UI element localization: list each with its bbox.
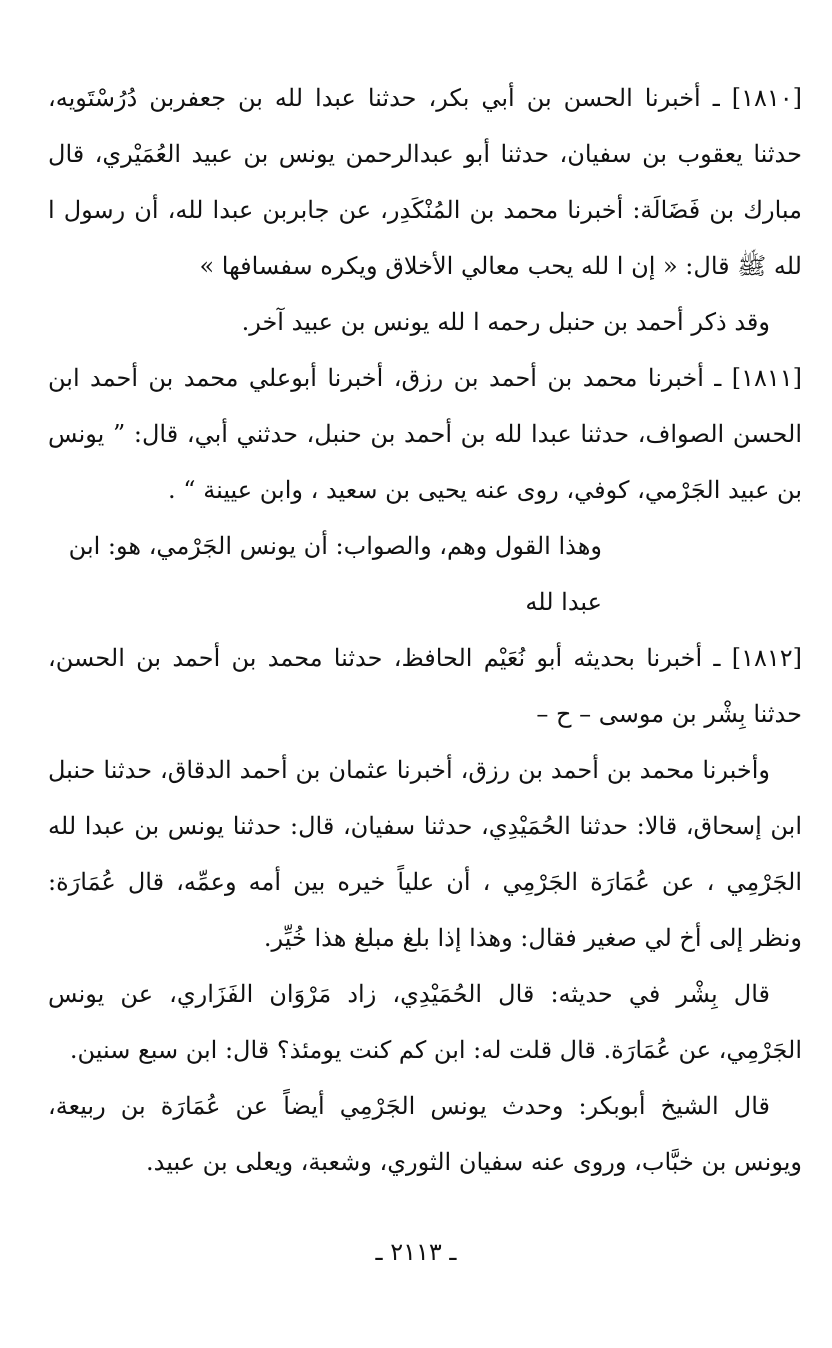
paragraph-1810: [١٨١٠] ـ أخبرنا الحسن بن أبي بكر، حدثنا عبدا لله بن جعفربن دُرُسْتَويه، حدثنا يعقوب بن سفيان، حدثنا أبو عبدالرحمن يونس بن عبيد العُمَيْري، قال مبارك بن فَضَالَة: أخبرنا محمد بن المُنْكَدِر، عن جابربن عبدا لله، أن رسول ا لله ﷺ قال: « إن ا لله يحب معالي الأخلاق ويكره سفسافها »: [48, 84, 803, 280]
paragraph-second-chain: وأخبرنا محمد بن أحمد بن رزق، أخبرنا عثمان بن أحمد الدقاق، حدثنا حنبل ابن إسحاق، قالا: حدثنا الحُمَيْدِي، حدثنا سفيان، قال: حدثنا يونس بن عبدا لله الجَرْمِي ، عن عُمَارَة الجَرْمِي ، أن علياً خيره بين أمه وعمِّه، قال عُمَارَة: ونظر إلى أخ لي صغير فقال: وهذا إذا بلغ مبلغ هذا خُيِّر.: [48, 756, 803, 952]
paragraph-1811: [١٨١١] ـ أخبرنا محمد بن أحمد بن رزق، أخبرنا أبوعلي محمد بن أحمد ابن الحسن الصواف، حدثنا عبدا لله بن أحمد بن حنبل، حدثني أبي، قال: ” يونس بن عبيد الجَرْمي، كوفي، روى عنه يحيى بن سعيد ، وابن عيينة “ .: [48, 364, 802, 504]
paragraph-correction: وهذا القول وهم، والصواب: أن يونس الجَرْمي، هو: ابن عبدا لله: [68, 532, 602, 616]
paragraph-shaykh: قال الشيخ أبوبكر: وحدث يونس الجَرْمِي أيضاً عن عُمَارَة بن ربيعة، ويونس بن خبَّاب، وروى عنه سفيان الثوري، وشعبة، ويعلى بن عبيد.: [48, 1092, 802, 1176]
page-body: [48, 70, 802, 1190]
paragraph-1812: [١٨١٢] ـ أخبرنا بحديثه أبو نُعَيْم الحافظ، حدثنا محمد بن أحمد بن الحسن، حدثنا بِشْر بن موسى – ح –: [48, 644, 802, 728]
page-number: ـ ٢١١٣ ـ: [375, 1238, 457, 1266]
paragraph-bishr: قال بِشْر في حديثه: قال الحُمَيْدِي، زاد مَرْوَان الفَزَاري، عن يونس الجَرْمِي، عن عُمَارَة. قال قلت له: ابن كم كنت يومئذ؟ قال: ابن سبع سنين.: [48, 980, 802, 1064]
paragraph-note-ahmad: وقد ذكر أحمد بن حنبل رحمه ا لله يونس بن عبيد آخر.: [241, 308, 770, 336]
